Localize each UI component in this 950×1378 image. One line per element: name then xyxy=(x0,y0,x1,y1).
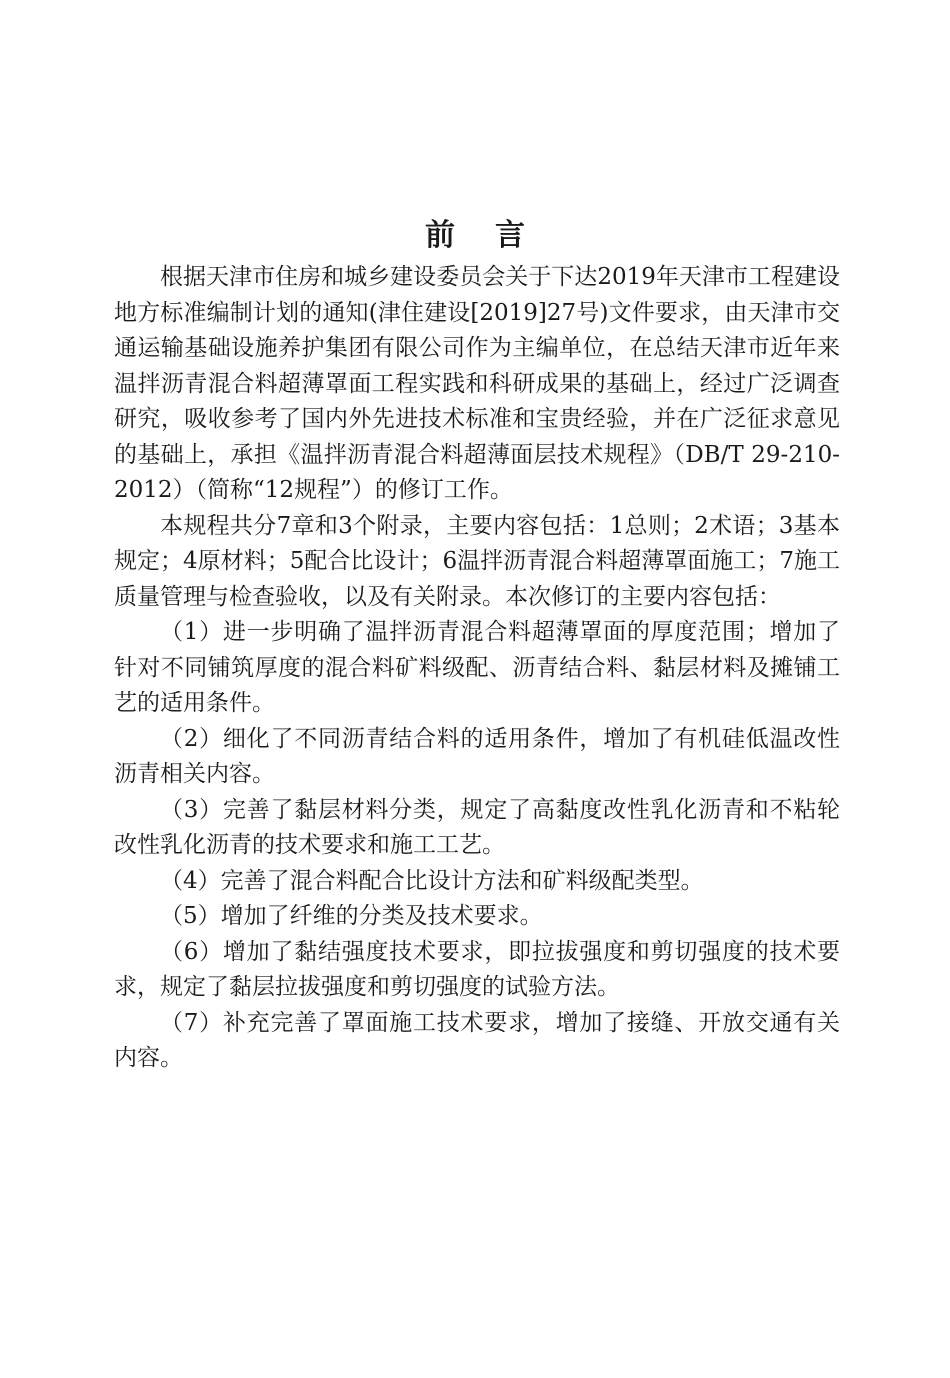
page-title xyxy=(0,216,950,256)
paragraph-revision-1: （1）进一步明确了温拌沥青混合料超薄罩面的厚度范围；增加了针对不同铺筑厚度的混合料矿料级配、沥青结合料、黏层材料及摊铺工艺的适用条件。 xyxy=(114,619,840,716)
paragraph-structure: 本规程共分7章和3个附录，主要内容包括：1总则；2术语；3基本规定；4原材料；5配合比设计；6温拌沥青混合料超薄罩面施工；7施工质量管理与检查验收，以及有关附录。本次修订的主要内容包括： xyxy=(114,512,840,610)
title-char-2: 言 xyxy=(495,218,525,253)
body-text xyxy=(114,260,840,1077)
paragraph-revision-2: （2）细化了不同沥青结合料的适用条件，增加了有机硅低温改性沥青相关内容。 xyxy=(114,725,840,787)
paragraph-revision-6: （6）增加了黏结强度技术要求，即拉拔强度和剪切强度的技术要求，规定了黏层拉拔强度和剪切强度的试验方法。 xyxy=(114,938,840,1000)
paragraph-revision-3: （3）完善了黏层材料分类，规定了高黏度改性乳化沥青和不粘轮改性乳化沥青的技术要求和施工工艺。 xyxy=(114,796,840,858)
paragraph-background: 根据天津市住房和城乡建设委员会关于下达2019年天津市工程建设地方标准编制计划的通知(津住建设[2019]27号)文件要求，由天津市交通运输基础设施养护集团有限公司作为主编单位，在总结天津市近年来温拌沥青混合料超薄罩面工程实践和科研成果的基础上，经过广泛调查研究，吸收参考了国内外先进技术标准和宝贵经验，并在广泛征求意见的基础上，承担《温拌沥青混合料超薄面层技术规程》（DB/T 29-210-2012）（简称“12规程”）的修订工作。 xyxy=(114,264,840,503)
paragraph-revision-7: （7）补充完善了罩面施工技术要求，增加了接缝、开放交通有关内容。 xyxy=(114,1009,840,1071)
title-char-1: 前 xyxy=(425,218,455,253)
paragraph-revision-4: （4）完善了混合料配合比设计方法和矿料级配类型。 xyxy=(160,867,704,894)
paragraph-revision-5: （5）增加了纤维的分类及技术要求。 xyxy=(160,903,543,929)
